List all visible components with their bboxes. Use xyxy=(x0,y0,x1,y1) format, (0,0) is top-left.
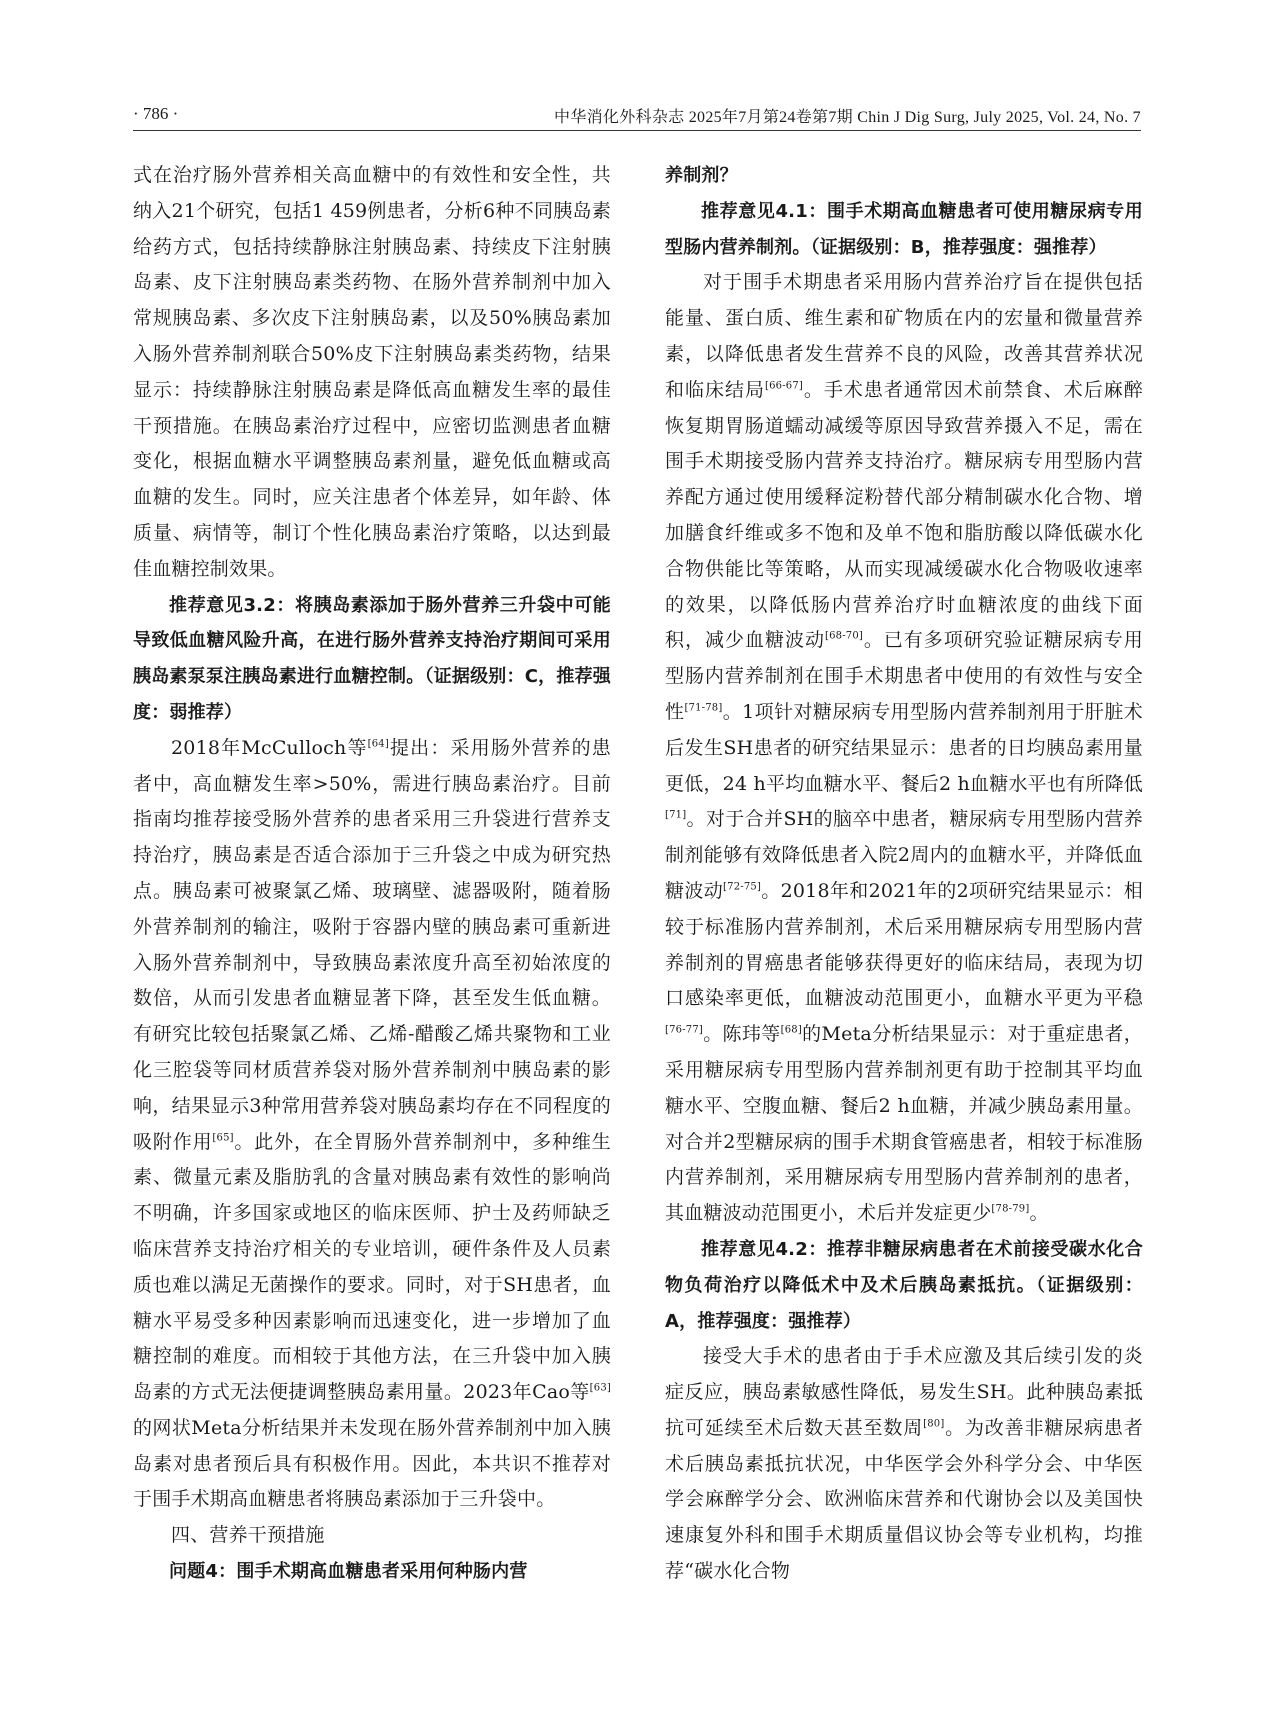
text-run: 。1项针对糖尿病专用型肠内营养制剂用于肝脏术后发生SH患者的研究结果显示：患者的日均胰岛素用量更低，24 h平均血糖水平、餐后2 h血糖水平也有所降低 xyxy=(665,700,1143,795)
citation: [66-67] xyxy=(765,380,804,392)
citation: [78-79] xyxy=(991,1203,1030,1215)
text-run: 的Meta分析结果显示：对于重症患者，采用糖尿病专用型肠内营养制剂更有助于控制其平均血糖水平、空腹血糖、餐后2 h血糖，并减少胰岛素用量。对合并2型糖尿病的围手术期食管癌患者，相较于标准肠内营养制剂，采用糖尿病专用型肠内营养制剂的患者，其血糖波动范围更小，术后并发症更少 xyxy=(665,1023,1143,1225)
text-run: 。 xyxy=(1029,1202,1049,1225)
text-run: 。为改善非糖尿病患者术后胰岛素抵抗状况，中华医学会外科学分会、中华医学会麻醉学分会、欧洲临床营养和代谢协会以及美国快速康复外科和围手术期质量倡议协会等专业机构，均推荐“碳水化合物 xyxy=(665,1416,1143,1583)
text-run: 接受大手术的患者由于手术应激及其后续引发的炎症反应，胰岛素敏感性降低，易发生SH。此种胰岛素抵抗可延续至术后数天甚至数周 xyxy=(665,1345,1143,1439)
text-run: 。2018年和2021年的2项研究结果显示：相较于标准肠内营养制剂，术后采用糖尿病专用型肠内营养制剂的胃癌患者能够获得更好的临床结局，表现为切口感染率更低，血糖波动范围更小，血糖水平更为平稳 xyxy=(665,879,1143,1010)
paragraph xyxy=(665,1339,1143,1590)
recommendation-4-1: 推荐意见4.1：围手术期高血糖患者可使用糖尿病专用型肠内营养制剂。（证据级别：B，推荐强度：强推荐） xyxy=(665,200,1143,258)
text-run: 提出：采用肠外营养的患者中，高血糖发生率>50%，需进行胰岛素治疗。目前指南均推荐接受肠外营养的患者采用三升袋进行营养支持治疗，胰岛素是否适合添加于三升袋之中成为研究热点。胰岛素可被聚氯乙烯、玻璃壁、滤器吸附，随着肠外营养制剂的输注，吸附于容器内壁的胰岛素可重新进入肠外营养制剂中，导致胰岛素浓度升高至初始浓度的数倍，从而引发患者血糖显著下降，甚至发生低血糖。有研究比较包括聚氯乙烯、乙烯-醋酸乙烯共聚物和工业化三腔袋等同材质营养袋对肠外营养制剂中胰岛素的影响，结果显示3种常用营养袋对胰岛素均存在不同程度的吸附作用 xyxy=(133,736,611,1153)
text-run: 。已有多项研究验证糖尿病专用型肠内营养制剂在围手术期患者中使用的有效性与安全性 xyxy=(665,629,1143,723)
section-heading: 四、营养干预措施 xyxy=(171,1524,325,1547)
text-run: 式在治疗肠外营养相关高血糖中的有效性和安全性，共纳入21个研究，包括1 459例患者，分析6种不同胰岛素给药方式，包括持续静脉注射胰岛素、持续皮下注射胰岛素、皮下注射胰岛素类药物、在肠外营养制剂中加入常规胰岛素、多次皮下注射胰岛素，以及50%胰岛素加入肠外营养制剂联合50%皮下注射胰岛素类药物，结果显示：持续静脉注射胰岛素是降低高血糖发生率的最佳干预措施。在胰岛素治疗过程中，应密切监测患者血糖变化，根据血糖水平调整胰岛素剂量，避免低血糖或高血糖的发生。同时，应关注患者个体差异，如年龄、体质量、病情等，制订个性化胰岛素治疗策略，以达到最佳血糖控制效果。 xyxy=(133,164,611,580)
question-4: 问题4：围手术期高血糖患者采用何种肠内营 xyxy=(169,1561,528,1583)
citation: [76-77] xyxy=(665,1024,704,1036)
text-run: 。手术患者通常因术前禁食、术后麻醉恢复期胃肠道蠕动减缓等原因导致营养摄入不足，需在围手术期接受肠内营养支持治疗。糖尿病专用型肠内营养配方通过使用缓释淀粉替代部分精制碳水化合物、增加膳食纤维或多不饱和及单不饱和脂肪酸以降低碳水化合物供能比等策略，从而实现减缓碳水化合物吸收速率的效果，以降低肠内营养治疗时血糖浓度的曲线下面积，减少血糖波动 xyxy=(665,378,1143,652)
citation: [80] xyxy=(923,1418,945,1430)
left-column xyxy=(133,158,611,1590)
journal-citation: 中华消化外科杂志 2025年7月第24卷第7期 Chin J Dig Surg, July 2025, Vol. 24, No. 7 xyxy=(554,109,1141,126)
paragraph xyxy=(133,158,611,588)
text-run: 。此外，在全胃肠外营养制剂中，多种维生素、微量元素及脂肪乳的含量对胰岛素有效性的影响尚不明确，许多国家或地区的临床医师、护士及药师缺乏临床营养支持治疗相关的专业培训，硬件条件及人员素质也难以满足无菌操作的要求。同时，对于SH患者，血糖水平易受多种因素影响而迅速变化，进一步增加了血糖控制的难度。而相较于其他方法，在三升袋中加入胰岛素的方式无法便捷调整胰岛素用量。2023年Cao等 xyxy=(133,1130,611,1404)
right-column xyxy=(665,158,1143,1590)
text-run: 2018年McCulloch等 xyxy=(171,736,368,759)
page-number: · 786 · xyxy=(133,104,179,123)
recommendation-3-2: 推荐意见3.2：将胰岛素添加于肠外营养三升袋中可能导致低血糖风险升高，在进行肠外营养支持治疗期间可采用胰岛素泵泵注胰岛素进行血糖控制。（证据级别：C，推荐强度：弱推荐） xyxy=(133,594,611,723)
question-4-continued: 养制剂？ xyxy=(665,165,738,186)
citation: [71-78] xyxy=(684,702,723,714)
citation: [68] xyxy=(780,1024,802,1036)
citation: [72-75] xyxy=(723,881,762,893)
citation: [68-70] xyxy=(824,631,864,643)
text-run: 的网状Meta分析结果并未发现在肠外营养制剂中加入胰岛素对患者预后具有积极作用。因此，本共识不推荐对于围手术期高血糖患者将胰岛素添加于三升袋中。 xyxy=(133,1416,611,1511)
citation: [65] xyxy=(212,1132,234,1144)
citation: [71] xyxy=(665,810,687,822)
paragraph xyxy=(665,265,1143,1232)
running-header xyxy=(133,104,1141,131)
text-run: 。对于合并SH的脑卒中患者，糖尿病专用型肠内营养制剂能够有效降低患者入院2周内的血糖水平，并降低血糖波动 xyxy=(665,808,1143,902)
recommendation-4-2: 推荐意见4.2：推荐非糖尿病患者在术前接受碳水化合物负荷治疗以降低术中及术后胰岛素抵抗。（证据级别：A，推荐强度：强推荐） xyxy=(665,1238,1143,1332)
paragraph xyxy=(133,731,611,1519)
citation: [64] xyxy=(367,738,389,750)
citation: [63] xyxy=(589,1382,611,1394)
text-run: 。陈玮等 xyxy=(703,1023,781,1046)
text-run: 对于围手术期患者采用肠内营养治疗旨在提供包括能量、蛋白质、维生素和矿物质在内的宏量和微量营养素，以降低患者发生营养不良的风险，改善其营养状况和临床结局 xyxy=(665,271,1143,401)
